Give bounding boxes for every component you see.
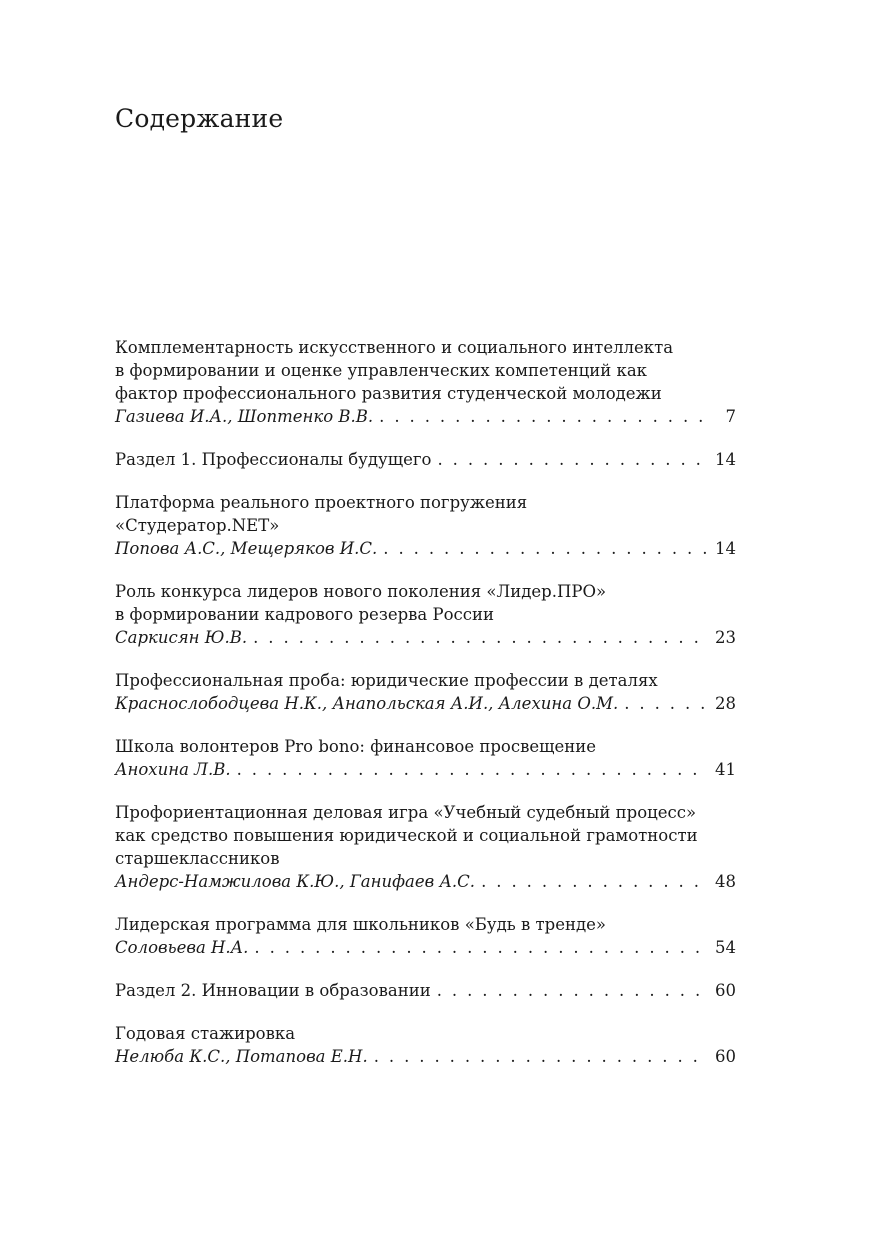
page-title: Содержание [115, 104, 284, 133]
entry-authors: Газиева И.А., Шоптенко В.В. [115, 407, 374, 426]
entry-title-line: Платформа реального проектного погружения [115, 493, 528, 512]
entry-title-line: как средство повышения юридической и социальной грамотности [115, 826, 698, 845]
page-number: 48 [715, 872, 736, 891]
entry-authors: Краснослободцева Н.К., Анапольская А.И., Алехина О.М. [115, 694, 619, 713]
leader-dots [437, 448, 709, 471]
leader-dots [481, 870, 709, 893]
entry-title-line: Роль конкурса лидеров нового поколения «Лидер.ПРО» [115, 582, 607, 601]
page-number: 41 [715, 760, 736, 779]
entry-title-line: Годовая стажировка [115, 1024, 296, 1043]
entry-title-line: «Студератор.NET» [115, 516, 280, 535]
table-of-contents [115, 336, 736, 1088]
entry-authors: Саркисян Ю.В. [115, 628, 248, 647]
entry-title-line: Профориентационная деловая игра «Учебный судебный процесс» [115, 803, 697, 822]
page-number: 14 [715, 450, 736, 469]
toc-entry[interactable] [115, 913, 736, 959]
page-number: 60 [715, 1047, 736, 1066]
entry-authors: Андерс-Намжилова К.Ю., Ганифаев А.С. [115, 872, 476, 891]
toc-entry[interactable] [115, 336, 736, 428]
leader-dots [253, 626, 709, 649]
toc-section[interactable] [115, 979, 736, 1002]
entry-title-line: старшеклассников [115, 849, 280, 868]
entry-authors: Попова А.С., Мещеряков И.С. [115, 539, 378, 558]
toc-entry[interactable] [115, 491, 736, 560]
toc-entry[interactable] [115, 735, 736, 781]
leader-dots [383, 537, 709, 560]
page-number: 54 [715, 938, 736, 957]
entry-title-line: Школа волонтеров Pro bono: финансовое просвещение [115, 737, 597, 756]
entry-title-line: фактор профессионального развития студенческой молодежи [115, 384, 662, 403]
leader-dots [254, 936, 709, 959]
toc-entry[interactable] [115, 1022, 736, 1068]
section-title: Раздел 1. Профессионалы будущего [115, 450, 432, 469]
leader-dots [624, 692, 709, 715]
leader-dots [374, 1045, 709, 1068]
leader-dots [237, 758, 709, 781]
page-number: 14 [715, 539, 736, 558]
page-number: 60 [715, 981, 736, 1000]
entry-authors: Анохина Л.В. [115, 760, 231, 779]
entry-title-line: в формировании кадрового резерва России [115, 605, 495, 624]
entry-authors: Нелюба К.С., Потапова Е.Н. [115, 1047, 368, 1066]
entry-title-line: Лидерская программа для школьников «Будь в тренде» [115, 915, 607, 934]
toc-entry[interactable] [115, 801, 736, 893]
entry-authors: Соловьева Н.А. [115, 938, 249, 957]
entry-title-line: Комплементарность искусственного и социального интеллекта [115, 338, 674, 357]
toc-section[interactable] [115, 448, 736, 471]
leader-dots [437, 979, 709, 1002]
entry-title-line: Профессиональная проба: юридические профессии в деталях [115, 671, 658, 690]
section-title: Раздел 2. Инновации в образовании [115, 981, 431, 1000]
toc-entry[interactable] [115, 580, 736, 649]
entry-title-line: в формировании и оценке управленческих компетенций как [115, 361, 647, 380]
page-number: 23 [715, 628, 736, 647]
leader-dots [379, 405, 710, 428]
page-number: 7 [725, 407, 736, 426]
toc-entry[interactable] [115, 669, 736, 715]
page-number: 28 [715, 694, 736, 713]
